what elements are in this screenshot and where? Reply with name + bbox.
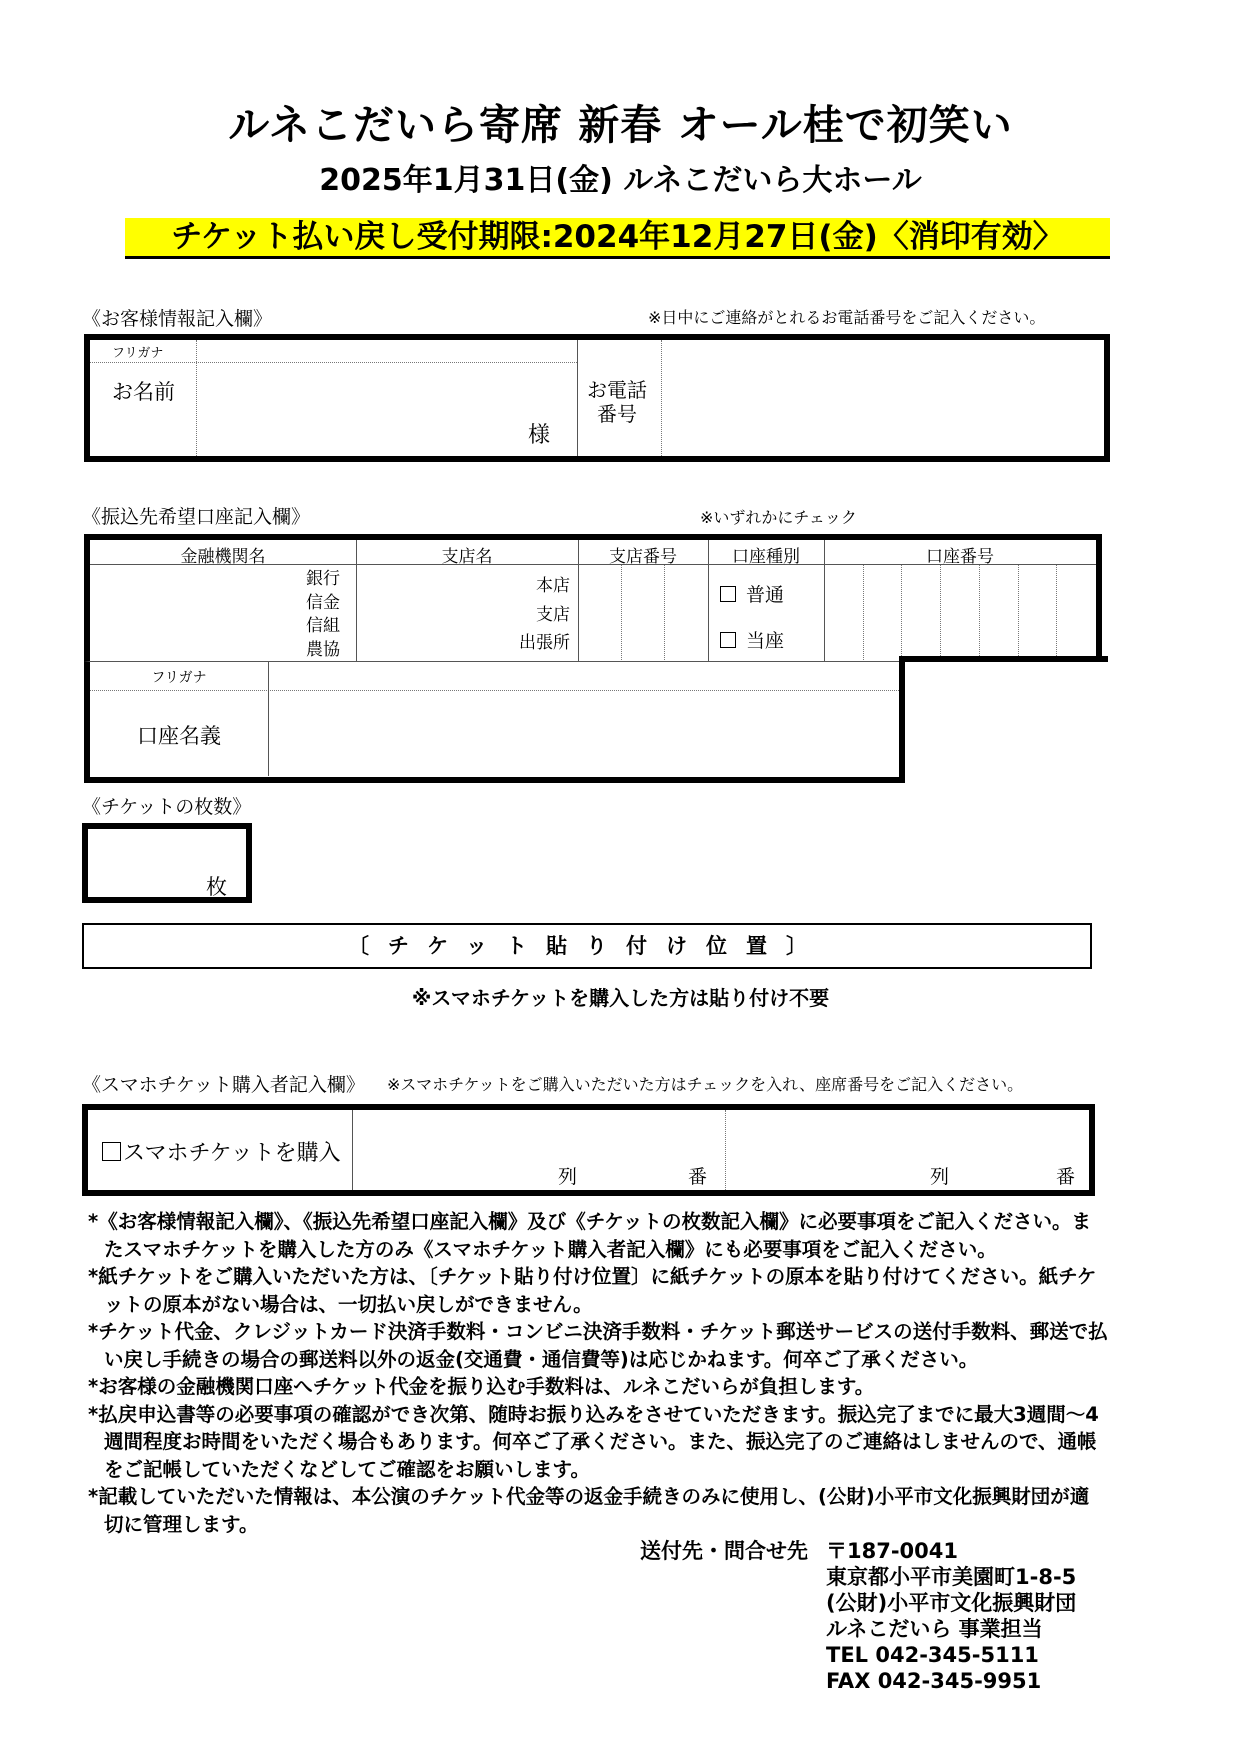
- smartphone-label-divider: [352, 1110, 353, 1190]
- note-item: *お客様の金融機関口座へチケット代金を振り込む手数料は、ルネこだいらが負担します。: [88, 1375, 875, 1398]
- smartphone-checkbox[interactable]: [102, 1142, 121, 1161]
- account-type-note: ※いずれかにチェック: [700, 508, 857, 527]
- phone-label-line2: 番号: [597, 402, 637, 426]
- account-type-ordinary[interactable]: [720, 580, 784, 607]
- contact-tel: TEL 042-345-5111: [826, 1643, 1039, 1667]
- seat-1-row-unit: 列: [558, 1166, 578, 1188]
- branch-name-input[interactable]: [358, 566, 508, 662]
- event-title: ルネこだいら寄席 新春 オール桂で初笑い: [228, 101, 1013, 149]
- header-account-type: 口座種別: [732, 547, 800, 567]
- paste-area-note: ※スマホチケットを購入した方は貼り付け不要: [411, 986, 830, 1010]
- note-item: *チケット代金、クレジットカード決済手数料・コンビニ決済手数料・チケット郵送サービスの送付手数料、郵送で払い戻し手続きの場合の郵送料以外の返金(交通費・通信費等)は応じかねます。何卒ご了承ください。: [88, 1320, 1108, 1371]
- phone-label-line1: お電話: [587, 378, 647, 402]
- furigana-divider: [90, 362, 577, 363]
- event-date-venue: 2025年1月31日(金) ルネこだいら大ホール: [319, 163, 922, 198]
- header-institution: 金融機関名: [180, 547, 266, 567]
- customer-info-table: [84, 334, 1110, 462]
- phone-input[interactable]: [664, 340, 1104, 456]
- customer-phone-note: ※日中にご連絡がとれるお電話番号をご記入ください。: [648, 308, 1046, 327]
- refund-deadline-banner: チケット払い戻し受付期限:2024年12月27日(金)〈消印有効〉: [125, 218, 1110, 259]
- seat-1-input[interactable]: [354, 1110, 724, 1190]
- bank-table-step-edge: [899, 656, 1108, 662]
- contact-org: (公財)小平市文化振興財団: [826, 1591, 1077, 1615]
- institution-name-input[interactable]: [90, 566, 300, 662]
- institution-type-list: [306, 568, 340, 662]
- branch-type-office[interactable]: 出張所: [519, 633, 570, 653]
- branch-type-main[interactable]: 本店: [536, 576, 570, 596]
- holder-furigana-input[interactable]: [270, 662, 898, 690]
- institution-type-bank[interactable]: 銀行: [306, 569, 340, 589]
- holder-label-divider: [268, 662, 269, 776]
- smartphone-section-label: 《スマホチケット購入者記入欄》: [82, 1074, 365, 1096]
- contact-fax: FAX 042-345-9951: [826, 1669, 1042, 1693]
- seat-2-row-unit: 列: [930, 1166, 950, 1188]
- account-holder-table: [84, 661, 905, 783]
- honorific-sama: 様: [528, 423, 551, 448]
- ticket-count-box[interactable]: [82, 823, 252, 903]
- account-type-current[interactable]: [720, 626, 784, 653]
- institution-type-shinkin[interactable]: 信金: [306, 592, 340, 613]
- seat-2-input[interactable]: [727, 1110, 1089, 1190]
- note-item: *紙チケットをご購入いただいた方は、〔チケット貼り付け位置〕に紙チケットの原本を貼り付けてください。紙チケットの原本がない場合は、一切払い戻しができません。: [88, 1265, 1097, 1316]
- holder-furigana-label: フリガナ: [151, 670, 207, 686]
- furigana-input[interactable]: [198, 340, 576, 362]
- smartphone-section-note: ※スマホチケットをご購入いただいた方はチェックを入れ、座席番号をご記入ください。: [387, 1075, 1024, 1094]
- phone-value-divider: [661, 340, 662, 456]
- seat-1-seat-unit: 番: [688, 1166, 708, 1188]
- account-type-ordinary-label: 普通: [746, 584, 785, 606]
- checkbox-current[interactable]: [720, 632, 736, 648]
- header-branch-number: 支店番号: [609, 547, 677, 567]
- smartphone-checkbox-row[interactable]: [102, 1136, 341, 1167]
- label-column-divider: [196, 340, 197, 456]
- contact-address: 東京都小平市美園町1-8-5: [826, 1565, 1077, 1589]
- account-type-current-label: 当座: [746, 630, 785, 652]
- note-item: *記載していただいた情報は、本公演のチケット代金等の返金手続きのみに使用し、(公財)小平市文化振興財団が適切に管理します。: [88, 1485, 1090, 1536]
- bank-section-label: 《振込先希望口座記入欄》: [82, 506, 311, 528]
- seat-divider: [725, 1110, 726, 1190]
- note-item: *払戻申込書等の必要事項の確認ができ次第、随時お振り込みをさせていただきます。振込完了までに最大3週間～4週間程度お時間をいただく場合もあります。何卒ご了承ください。また、振込完了のご連絡はしませんので、通帳をご記帳していただくなどしてご確認をお願いします。: [88, 1402, 1099, 1481]
- holder-name-input[interactable]: [270, 692, 898, 776]
- contact-label: 送付先・問合せ先: [640, 1539, 808, 1563]
- contact-block: [826, 1538, 1076, 1694]
- institution-type-shinkumi[interactable]: 信組: [306, 616, 340, 636]
- ticket-paste-area: 〔チケット貼り付け位置〕: [82, 923, 1092, 969]
- header-branch: 支店名: [441, 547, 493, 567]
- ticket-count-unit: 枚: [206, 875, 227, 899]
- smartphone-table: [82, 1104, 1095, 1196]
- checkbox-ordinary[interactable]: [720, 586, 736, 602]
- branch-number-input[interactable]: [580, 566, 708, 662]
- bank-table: [84, 534, 1102, 662]
- ticket-count-label: 《チケットの枚数》: [82, 796, 252, 818]
- header-account-number: 口座番号: [926, 547, 994, 567]
- notes-list: [88, 1208, 1108, 1538]
- holder-furigana-divider: [90, 690, 899, 691]
- name-input[interactable]: [198, 364, 576, 456]
- note-item: *《お客様情報記入欄》、《振込先希望口座記入欄》及び《チケットの枚数記入欄》に必要事項をご記入ください。またスマホチケットを購入した方のみ《スマホチケット購入者記入欄》にも必要事項をご記入ください。: [88, 1210, 1091, 1261]
- branch-type-branch[interactable]: 支店: [536, 604, 570, 625]
- institution-type-nokyo[interactable]: 農協: [306, 639, 340, 660]
- seat-2-seat-unit: 番: [1056, 1166, 1076, 1188]
- contact-postal: 〒187-0041: [826, 1539, 958, 1563]
- furigana-label: フリガナ: [112, 346, 164, 361]
- account-number-input[interactable]: [826, 566, 1096, 662]
- smartphone-checkbox-label: スマホチケットを購入: [123, 1141, 341, 1166]
- customer-section-label: 《お客様情報記入欄》: [82, 308, 273, 330]
- name-label: お名前: [112, 380, 175, 404]
- contact-dept: ルネこだいら 事業担当: [826, 1617, 1043, 1641]
- name-phone-divider: [577, 340, 578, 456]
- holder-label: 口座名義: [137, 724, 221, 748]
